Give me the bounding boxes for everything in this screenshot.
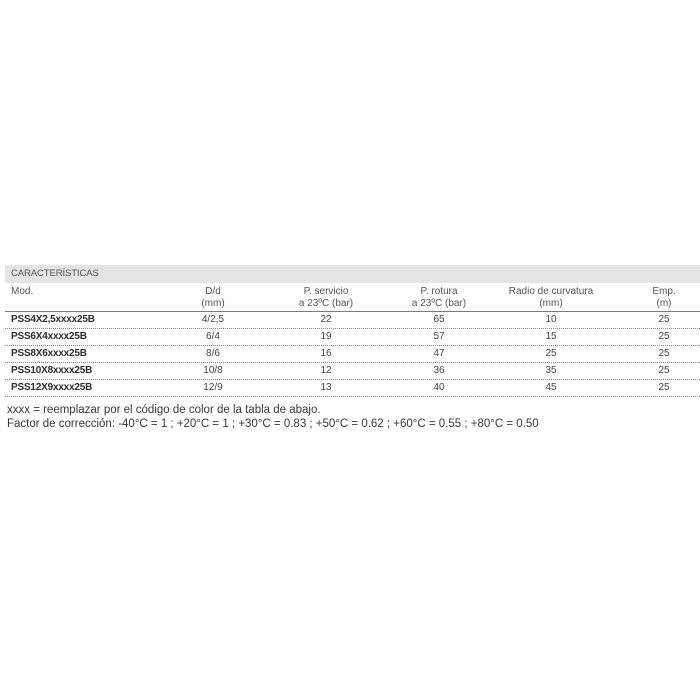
- bend-radius-value: 15: [545, 331, 557, 342]
- bend-radius-value: 45: [545, 382, 557, 393]
- column-header-dd: D/d (mm): [201, 286, 225, 309]
- model-code: PSS10X8xxxx25B: [11, 365, 93, 376]
- bend-radius-value: 10: [545, 314, 557, 325]
- service-pressure-value: 12: [320, 365, 332, 376]
- column-header-radio-curvatura: Radio de curvatura (mm): [508, 286, 594, 309]
- packaging-length-value: 25: [658, 331, 670, 342]
- burst-pressure-value: 57: [433, 331, 445, 342]
- burst-pressure-value: 47: [433, 348, 445, 359]
- packaging-length-value: 25: [658, 382, 670, 393]
- specifications-table: [5, 265, 700, 397]
- column-header-p-servicio: P. servicio a 23ºC (bar): [298, 286, 354, 309]
- column-header-p-rotura: P. rotura a 23ºC (bar): [411, 286, 467, 309]
- color-code-note: xxxx = reemplazar por el código de color de la tabla de abajo.: [7, 404, 321, 416]
- bend-radius-value: 25: [545, 348, 557, 359]
- table-row: [5, 363, 700, 380]
- service-pressure-value: 13: [320, 382, 332, 393]
- model-code: PSS4X2,5xxxx25B: [11, 314, 95, 325]
- burst-pressure-value: 36: [433, 365, 445, 376]
- table-row: [5, 380, 700, 397]
- table-row: [5, 329, 700, 346]
- bend-radius-value: 35: [545, 365, 557, 376]
- service-pressure-value: 19: [320, 331, 332, 342]
- column-header-row: [5, 283, 700, 311]
- service-pressure-value: 16: [320, 348, 332, 359]
- diameter-value: 10/8: [203, 365, 223, 376]
- packaging-length-value: 25: [658, 348, 670, 359]
- diameter-value: 6/4: [206, 331, 220, 342]
- packaging-length-value: 25: [658, 365, 670, 376]
- burst-pressure-value: 40: [433, 382, 445, 393]
- diameter-value: 4/2,5: [201, 314, 225, 325]
- model-code: PSS8X6xxxx25B: [11, 348, 87, 359]
- table-row: [5, 346, 700, 363]
- packaging-length-value: 25: [658, 314, 670, 325]
- diameter-value: 8/6: [206, 348, 220, 359]
- section-title: CARACTERÍSTICAS: [5, 265, 700, 283]
- column-header-emp: Emp. (m): [652, 286, 676, 309]
- model-code: PSS6X4xxxx25B: [11, 331, 87, 342]
- model-code: PSS12X9xxxx25B: [11, 382, 93, 393]
- diameter-value: 12/9: [203, 382, 223, 393]
- footnotes: [7, 404, 539, 431]
- service-pressure-value: 22: [320, 314, 332, 325]
- burst-pressure-value: 65: [433, 314, 445, 325]
- column-header-mod: Mod.: [11, 286, 34, 297]
- correction-factor-note: Factor de corrección: -40°C = 1 ; +20°C = 1 ; +30°C = 0.83 ; +50°C = 0.62 ; +60°C = 0.55 ; +80°C = 0.50: [7, 417, 539, 430]
- table-row: [5, 312, 700, 329]
